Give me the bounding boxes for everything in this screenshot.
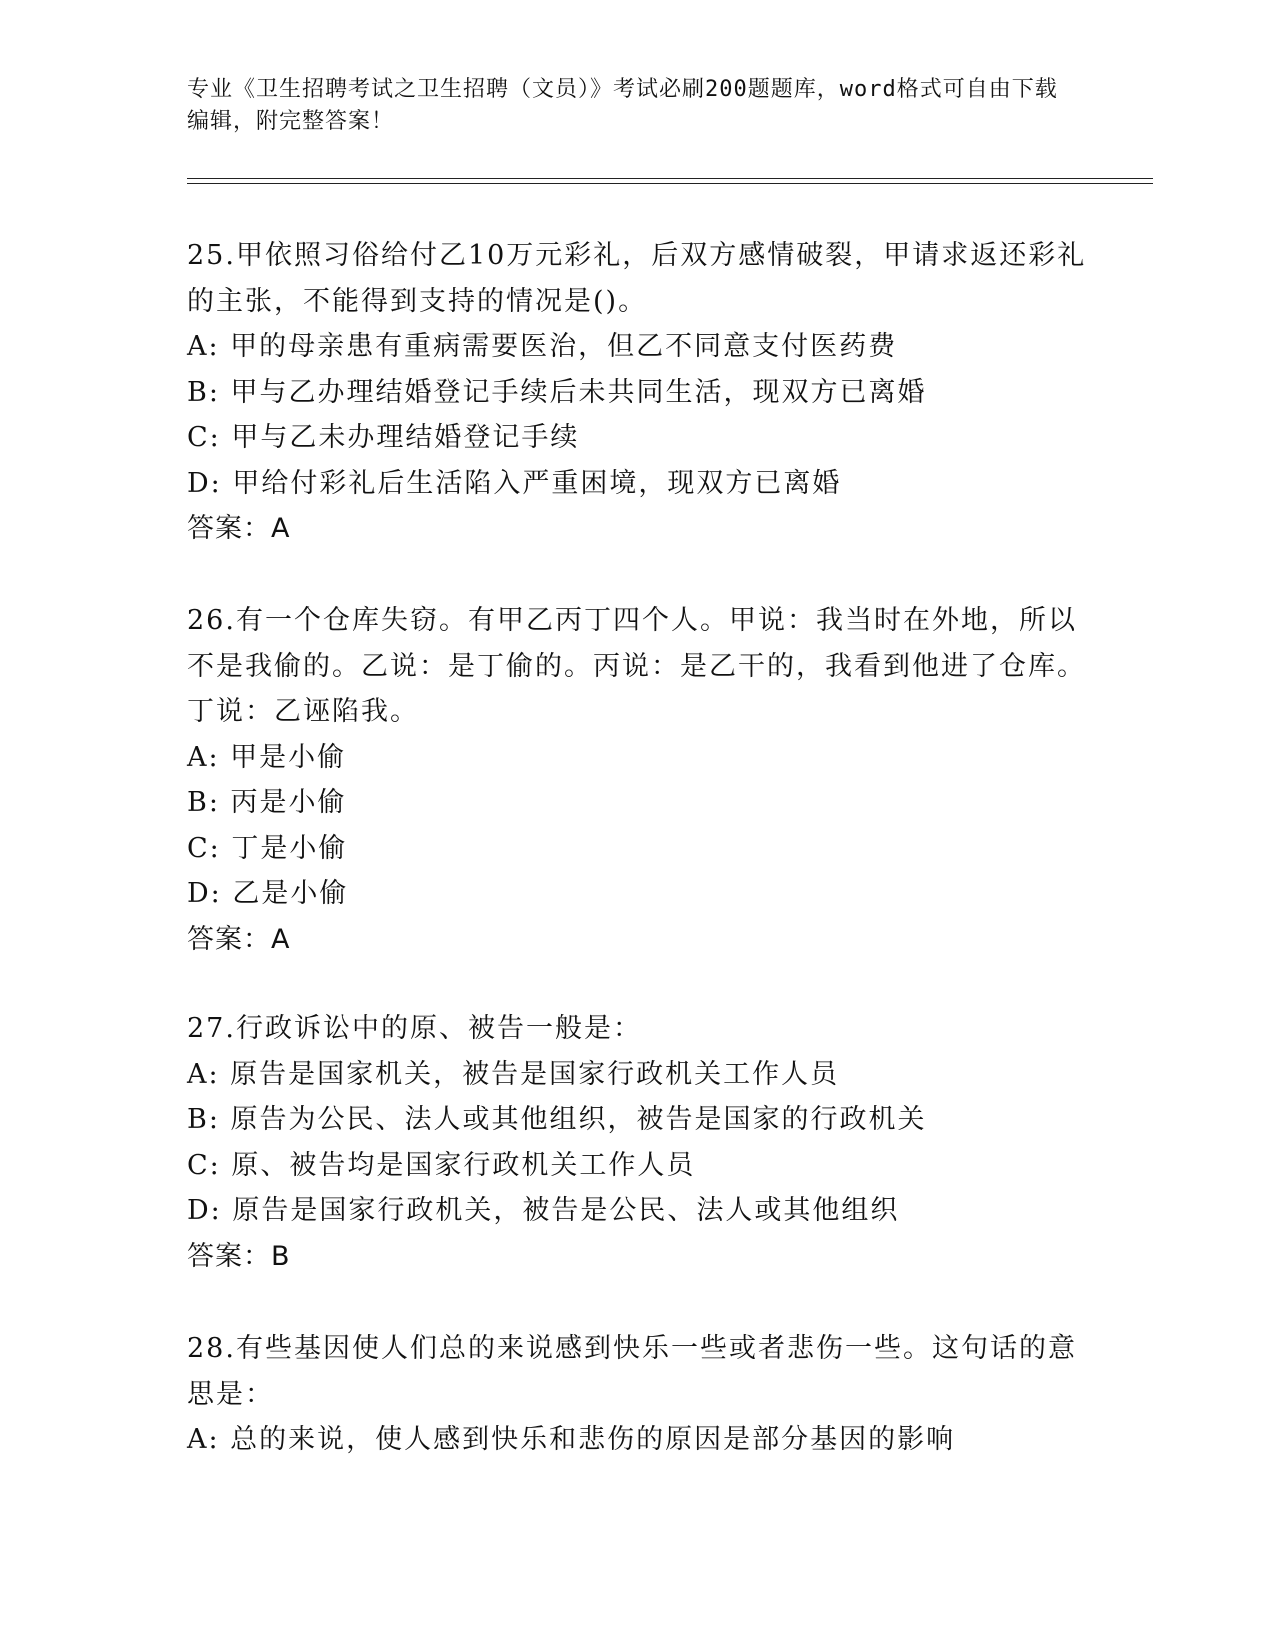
option-a: A: 总的来说，使人感到快乐和悲伤的原因是部分基因的影响 (187, 1424, 956, 1455)
question-stem: 28.有些基因使人们总的来说感到快乐一些或者悲伤一些。这句话的意思是： (187, 1333, 1077, 1410)
question-stem: 26.有一个仓库失窃。有甲乙丙丁四个人。甲说：我当时在外地，所以不是我偷的。乙说：是丁偷的。丙说：是乙干的，我看到他进了仓库。丁说：乙诬陷我。 (187, 605, 1086, 727)
document-header (187, 74, 1067, 138)
option-b: B: 丙是小偷 (187, 787, 347, 818)
answer-line: 答案：B (187, 1240, 291, 1272)
answer-line: 答案：A (187, 923, 291, 955)
option-a: A: 原告是国家机关，被告是国家行政机关工作人员 (187, 1058, 840, 1090)
option-d: D: 乙是小偷 (187, 878, 349, 909)
question-stem: 25.甲依照习俗给付乙10万元彩礼，后双方感情破裂，甲请求返还彩礼的主张，不能得到支持的情况是()。 (187, 240, 1087, 317)
option-c: C: 丁是小偷 (187, 832, 348, 864)
question-28 (187, 1326, 1087, 1463)
question-stem: 27.行政诉讼中的原、被告一般是： (187, 1013, 642, 1044)
option-d: D: 原告是国家行政机关，被告是公民、法人或其他组织 (187, 1195, 900, 1226)
option-b: B: 原告为公民、法人或其他组织，被告是国家的行政机关 (187, 1104, 927, 1135)
question-27 (187, 1006, 1087, 1279)
option-a: A: 甲的母亲患有重病需要医治，但乙不同意支付医药费 (187, 331, 898, 362)
option-a: A: 甲是小偷 (187, 741, 347, 773)
header-divider-bottom (187, 183, 1153, 184)
option-d: D: 甲给付彩礼后生活陷入严重困境，现双方已离婚 (187, 467, 842, 499)
answer-line: 答案：A (187, 513, 291, 544)
header-divider-top (187, 178, 1153, 179)
header-title: 专业《卫生招聘考试之卫生招聘（文员）》考试必刷200题题库，word格式可自由下载编辑，附完整答案！ (187, 77, 1058, 134)
option-c: C: 甲与乙未办理结婚登记手续 (187, 422, 580, 453)
question-25 (187, 233, 1087, 552)
option-c: C: 原、被告均是国家行政机关工作人员 (187, 1149, 696, 1181)
option-b: B: 甲与乙办理结婚登记手续后未共同生活，现双方已离婚 (187, 376, 927, 408)
question-26 (187, 598, 1087, 962)
